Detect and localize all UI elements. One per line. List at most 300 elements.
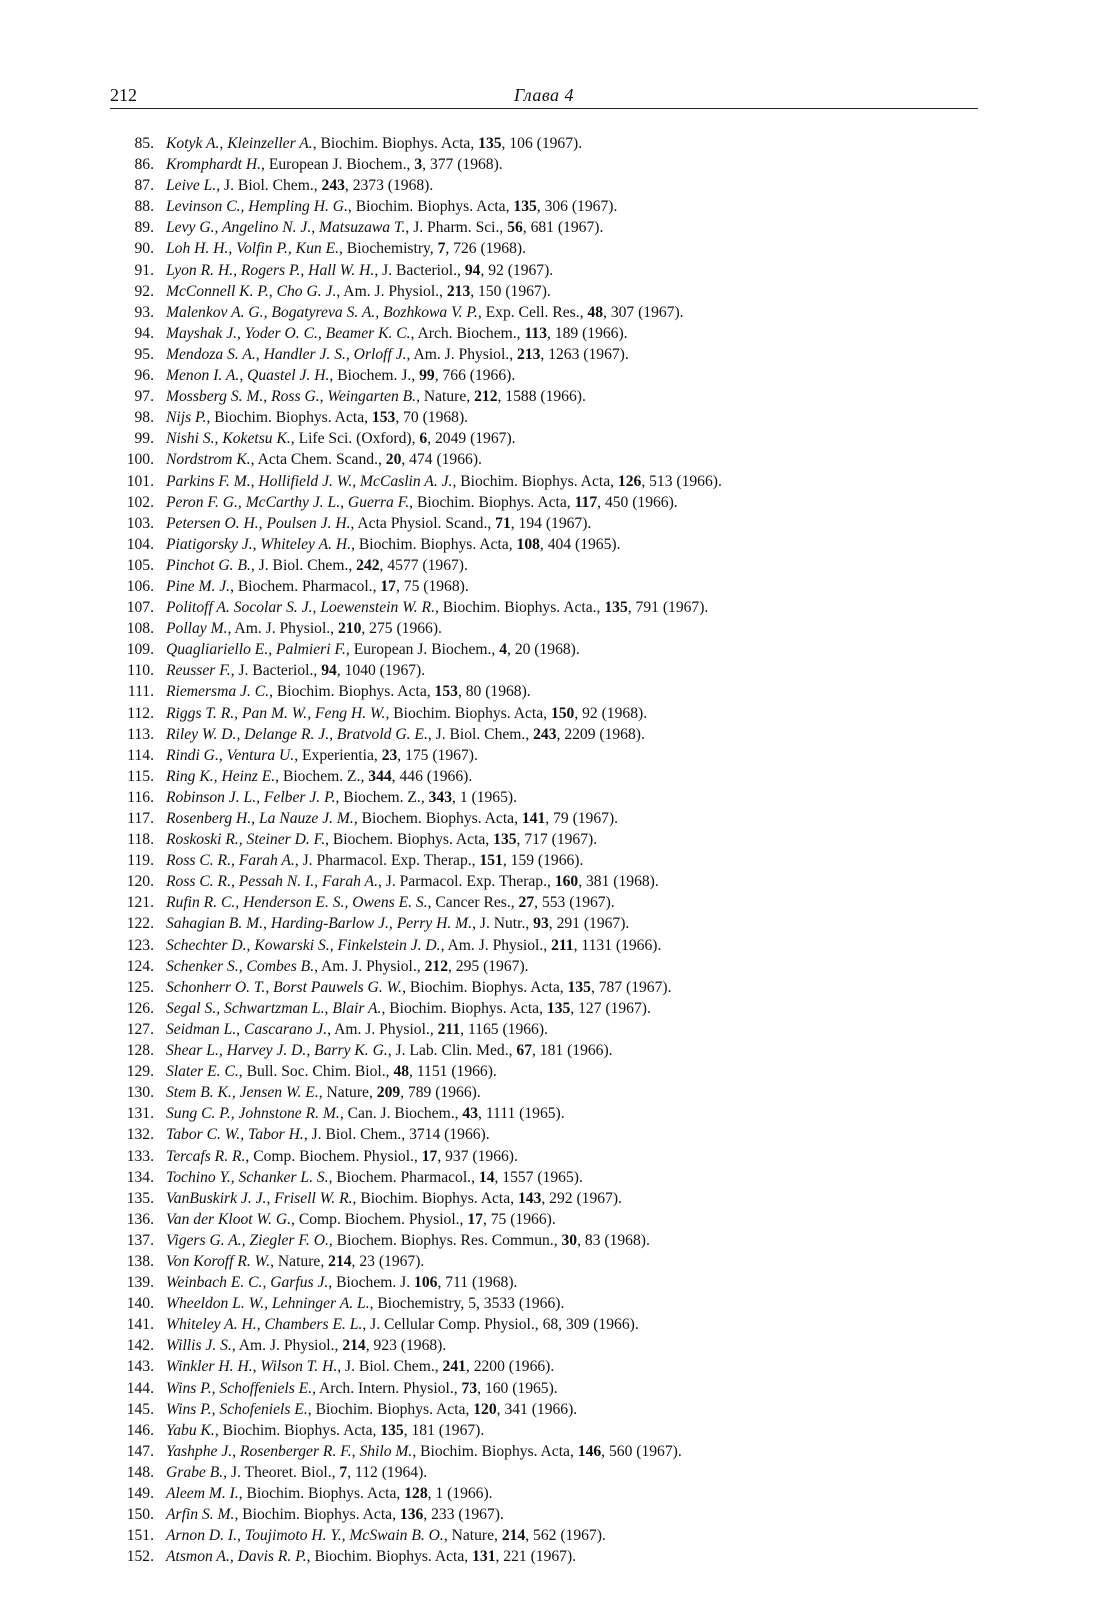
- reference-volume: 17: [467, 1210, 483, 1228]
- reference-pages-year: , 233 (1967).: [423, 1506, 504, 1524]
- reference-item: [114, 1251, 1002, 1272]
- reference-volume: 141: [521, 810, 546, 827]
- reference-item: [114, 1272, 1002, 1293]
- reference-volume: 67: [516, 1042, 532, 1060]
- reference-number: 98.: [134, 409, 154, 427]
- reference-authors: Von Koroff R. W.: [166, 1252, 271, 1270]
- reference-volume: 135: [513, 198, 537, 216]
- reference-number: 85.: [134, 135, 154, 152]
- reference-pages-year: , 83 (1968).: [577, 1231, 650, 1249]
- reference-pages-year: , 766 (1966).: [434, 367, 516, 385]
- reference-authors: Shear L., Harvey J. D., Barry K. G.: [166, 1042, 388, 1060]
- reference-pages-year: , 75 (1966).: [482, 1210, 556, 1228]
- reference-item: [114, 1293, 1002, 1314]
- reference-source: , Biochem. Pharmacol.,: [230, 577, 381, 595]
- reference-authors: Van der Kloot W. G.: [166, 1210, 292, 1228]
- reference-authors: Sahagian B. M., Harding-Barlow J., Perry H. M.: [166, 915, 473, 933]
- reference-source: , Biochim. Biophys. Acta,: [307, 1400, 474, 1418]
- reference-source: , Biochim. Biophys. Acta,: [206, 409, 372, 427]
- reference-number: 151.: [126, 1527, 154, 1545]
- reference-item: [114, 1188, 1002, 1209]
- reference-pages-year: , 189 (1966).: [547, 324, 628, 342]
- reference-item: [114, 618, 1002, 639]
- reference-number: 116.: [127, 788, 154, 806]
- reference-source: , Comp. Biochem. Physiol.,: [291, 1210, 468, 1228]
- reference-number: 110.: [127, 662, 154, 680]
- reference-item: [114, 1462, 1002, 1483]
- reference-number: 121.: [126, 894, 154, 912]
- reference-pages-year: , 92 (1967).: [480, 261, 554, 279]
- reference-number: 146.: [126, 1421, 154, 1439]
- running-title: Глава 4: [513, 85, 575, 105]
- reference-item: [114, 1441, 1002, 1462]
- reference-authors: Winkler H. H., Wilson T. H.: [166, 1358, 338, 1376]
- reference-item: [114, 871, 1002, 892]
- reference-pages-year: , 513 (1966).: [641, 472, 722, 490]
- reference-number: 89.: [134, 219, 154, 237]
- reference-authors: Mossberg S. M., Ross G., Weingarten B.: [166, 388, 417, 406]
- reference-item: [114, 238, 1002, 259]
- reference-source: , Biochim. Biophys. Acta,: [269, 683, 435, 701]
- reference-number: 109.: [126, 641, 154, 659]
- reference-volume: 113: [524, 324, 548, 342]
- reference-pages-year: , 4577 (1967).: [379, 556, 468, 574]
- reference-source: , Biochem. Biophys. Acta,: [325, 831, 494, 849]
- reference-pages-year: , 275 (1966).: [361, 620, 442, 638]
- reference-pages-year: , 726 (1968).: [445, 240, 526, 258]
- reference-volume: 153: [434, 683, 458, 701]
- reference-number: 133.: [126, 1147, 154, 1165]
- reference-pages-year: , 291 (1967).: [548, 915, 630, 933]
- reference-pages-year: , 2373 (1968).: [344, 177, 434, 195]
- reference-pages-year: , 23 (1967).: [351, 1252, 425, 1270]
- reference-source: , J. Biol. Chem.,: [250, 556, 357, 574]
- reference-volume: 117: [574, 493, 598, 511]
- reference-volume: 243: [533, 725, 557, 743]
- reference-pages-year: , 112 (1964).: [347, 1463, 428, 1481]
- reference-volume: 23: [381, 746, 398, 764]
- reference-pages-year: , 1557 (1965).: [494, 1168, 583, 1186]
- reference-item: [114, 1420, 1002, 1441]
- reference-number: 145.: [126, 1400, 154, 1418]
- reference-volume: 214: [328, 1252, 352, 1270]
- reference-volume: 135: [478, 135, 502, 152]
- reference-source: , J. Bacteriol.,: [374, 261, 465, 279]
- reference-number: 115.: [127, 767, 154, 785]
- reference-item: [114, 449, 1002, 470]
- reference-number: 118.: [127, 831, 154, 849]
- reference-volume: 143: [517, 1189, 542, 1207]
- reference-source: , Biochim. Biophys. Acta,: [385, 704, 551, 722]
- reference-volume: 136: [399, 1506, 424, 1524]
- reference-authors: Ross C. R., Pessah N. I., Farah A.: [166, 873, 378, 891]
- reference-volume: 153: [371, 409, 396, 427]
- reference-source: , Biochim. Biophys. Acta,: [234, 1506, 400, 1524]
- reference-pages-year: , 1165 (1966).: [460, 1020, 548, 1038]
- reference-pages-year: , 127 (1967).: [570, 999, 651, 1017]
- reference-pages-year: , 937 (1966).: [437, 1147, 518, 1165]
- reference-pages-year: , 80 (1968).: [457, 683, 531, 701]
- reference-pages-year: , 2209 (1968).: [556, 725, 645, 743]
- reference-item: [114, 745, 1002, 766]
- reference-pages-year: , 307 (1967).: [603, 303, 684, 321]
- reference-item: [114, 1167, 1002, 1188]
- reference-source: , Biochim. Biophys. Acta,: [402, 978, 568, 996]
- reference-volume: 30: [561, 1231, 578, 1249]
- reference-item: [114, 977, 1002, 998]
- reference-pages-year: , 404 (1965).: [539, 535, 621, 553]
- reference-number: 105.: [126, 556, 154, 574]
- reference-pages-year: , 106 (1967).: [501, 135, 583, 152]
- reference-pages-year: , 717 (1967).: [516, 831, 598, 849]
- reference-authors: Levy G., Angelino N. J., Matsuzawa T.: [166, 219, 406, 237]
- reference-volume: 126: [617, 472, 642, 490]
- reference-authors: Riggs T. R., Pan M. W., Feng H. W.: [166, 704, 386, 722]
- reference-pages-year: , 560 (1967).: [601, 1442, 682, 1460]
- reference-source: , Biochim. Biophys. Acta,: [452, 472, 618, 490]
- reference-item: [114, 766, 1002, 787]
- reference-volume: 210: [337, 620, 362, 638]
- reference-authors: Riley W. D., Delange R. J., Bratvold G. E.: [166, 725, 428, 743]
- reference-authors: Malenkov A. G., Bogatyreva S. A., Bozhkowa V. P.: [166, 303, 478, 321]
- reference-item: [114, 428, 1002, 449]
- reference-authors: Segal S., Schwartzman L., Blair A.: [166, 999, 382, 1017]
- reference-pages-year: , 2200 (1966).: [465, 1358, 555, 1376]
- reference-authors: Robinson J. L., Felber J. P.: [166, 788, 336, 806]
- reference-authors: Willis J. S.: [166, 1337, 232, 1355]
- reference-pages-year: , 20 (1968).: [507, 641, 580, 659]
- reference-number: 90.: [134, 240, 154, 258]
- reference-item: [114, 471, 1002, 492]
- reference-volume: 93: [533, 915, 549, 933]
- reference-item: [114, 1504, 1002, 1525]
- reference-source: , Biochim. Biophys. Acta,: [238, 1485, 405, 1502]
- reference-source: , Acta Chem. Scand.,: [250, 451, 386, 469]
- reference-source: , Biochem. J.,: [329, 367, 420, 385]
- reference-authors: Sung C. P., Johnstone R. M.: [166, 1105, 340, 1123]
- reference-volume: 344: [368, 767, 392, 785]
- reference-source: , Biochim. Biophys. Acta,: [351, 535, 517, 553]
- reference-pages-year: , 789 (1966).: [400, 1084, 481, 1102]
- reference-source: , J. Lab. Clin. Med.,: [387, 1042, 517, 1060]
- reference-pages-year: , 194 (1967).: [510, 514, 592, 532]
- reference-pages-year: , 474 (1966).: [401, 451, 482, 469]
- reference-number: 103.: [126, 514, 154, 532]
- reference-pages-year: , 1131 (1966).: [573, 936, 662, 954]
- reference-number: 135.: [126, 1189, 154, 1207]
- reference-item: [114, 154, 1002, 175]
- reference-source: , Biochem. Pharmacol.,: [328, 1168, 479, 1186]
- reference-volume: 146: [577, 1442, 602, 1460]
- reference-pages-year: , 377 (1968).: [422, 156, 503, 174]
- reference-volume: 43: [462, 1105, 479, 1123]
- reference-item: [114, 829, 1002, 850]
- reference-number: 122.: [126, 915, 154, 933]
- reference-number: 119.: [127, 852, 154, 870]
- reference-authors: Pine M. J.: [166, 577, 231, 595]
- reference-item: [114, 1061, 1002, 1082]
- reference-source: , Comp. Biochem. Physiol.,: [245, 1147, 422, 1165]
- reference-source: , Biochim. Biophys. Acta,: [306, 1548, 473, 1566]
- reference-source: , Nature,: [318, 1084, 377, 1102]
- reference-authors: Petersen O. H., Poulsen J. H.: [166, 514, 351, 532]
- reference-authors: Loh H. H., Volfin P., Kun E.: [166, 240, 339, 258]
- reference-volume: 108: [516, 535, 540, 553]
- reference-item: [114, 1209, 1002, 1230]
- reference-number: 125.: [126, 978, 154, 996]
- reference-volume: 48: [587, 303, 604, 321]
- reference-source: , Biochim. Biophys. Acta,: [381, 999, 547, 1017]
- reference-item: [114, 1230, 1002, 1251]
- reference-source: , J. Parmacol. Exp. Therap.,: [377, 873, 555, 891]
- page-number: 212: [110, 85, 137, 105]
- reference-number: 96.: [134, 367, 154, 385]
- reference-item: [114, 407, 1002, 428]
- reference-authors: Grabe B.: [166, 1463, 224, 1481]
- reference-volume: 73: [461, 1379, 478, 1397]
- reference-item: [114, 956, 1002, 977]
- reference-source: , Am. J. Physiol.,: [336, 282, 447, 300]
- reference-pages-year: , 1 (1965).: [452, 788, 517, 806]
- reference-number: 102.: [126, 493, 154, 511]
- reference-pages-year: , 1 (1966).: [427, 1485, 493, 1502]
- page-header: [110, 84, 978, 109]
- reference-pages-year: , 341 (1966).: [496, 1400, 578, 1418]
- reference-item: [114, 323, 1002, 344]
- reference-authors: Nijs P.: [166, 409, 207, 427]
- reference-item: [114, 660, 1002, 681]
- reference-authors: Peron F. G., McCarthy J. L., Guerra F.: [166, 493, 410, 511]
- reference-item: [114, 1124, 1002, 1145]
- reference-item: [114, 892, 1002, 913]
- reference-source: , Biochim. Biophys. Acta.,: [434, 599, 605, 617]
- reference-item: [114, 133, 1002, 154]
- reference-item: [114, 1399, 1002, 1420]
- reference-source: , Biochem. J.: [328, 1274, 415, 1292]
- reference-source: , J. Biol. Chem.,: [427, 725, 534, 743]
- reference-list: [114, 133, 1002, 1567]
- reference-number: 130.: [126, 1084, 154, 1102]
- reference-authors: Lyon R. H., Rogers P., Hall W. H.: [166, 261, 375, 279]
- reference-item: [114, 808, 1002, 829]
- reference-pages-year: , 791 (1967).: [627, 599, 709, 617]
- reference-source: , Arch. Biochem.,: [410, 324, 525, 342]
- reference-authors: Reusser F.: [166, 662, 231, 680]
- reference-number: 150.: [126, 1506, 154, 1524]
- reference-volume: 150: [550, 704, 575, 722]
- reference-authors: Leive L.: [166, 177, 217, 195]
- reference-source: , Biochim. Biophys. Acta,: [352, 1189, 518, 1207]
- reference-item: [114, 850, 1002, 871]
- reference-source: , Can. J. Biochem.,: [339, 1105, 463, 1123]
- reference-number: 141.: [126, 1316, 154, 1334]
- reference-authors: Menon I. A., Quastel J. H.: [166, 367, 330, 385]
- reference-item: [114, 998, 1002, 1019]
- reference-pages-year: , 159 (1966).: [502, 852, 584, 870]
- reference-number: 144.: [126, 1379, 154, 1397]
- reference-item: [114, 260, 1002, 281]
- reference-volume: 151: [479, 852, 503, 870]
- reference-source: , Biochem. Z.,: [335, 788, 429, 806]
- reference-volume: 17: [421, 1147, 438, 1165]
- reference-authors: Rindi G., Ventura U.: [166, 746, 295, 764]
- reference-item: [114, 175, 1002, 196]
- reference-number: 114.: [127, 746, 154, 764]
- reference-pages-year: , 181 (1966).: [532, 1042, 613, 1060]
- reference-number: 148.: [126, 1463, 154, 1481]
- reference-authors: Schechter D., Kowarski S., Finkelstein J. D.: [166, 936, 441, 954]
- reference-number: 117.: [127, 810, 154, 827]
- reference-number: 97.: [134, 388, 154, 406]
- reference-authors: Tochino Y., Schanker L. S.: [166, 1168, 329, 1186]
- reference-authors: Rosenberg H., La Nauze J. M.: [166, 810, 354, 827]
- reference-pages-year: , 1040 (1967).: [336, 662, 426, 680]
- reference-source: , J. Bacteriol.,: [230, 662, 322, 680]
- reference-item: [114, 217, 1002, 238]
- reference-pages-year: , 681 (1967).: [522, 219, 604, 237]
- reference-number: 95.: [134, 345, 154, 363]
- reference-item: [114, 935, 1002, 956]
- reference-item: [114, 703, 1002, 724]
- reference-pages-year: , 450 (1966).: [597, 493, 678, 511]
- reference-volume: 6: [419, 430, 428, 448]
- reference-source: , Biochim. Biophys. Acta,: [412, 1442, 578, 1460]
- reference-number: 138.: [126, 1252, 154, 1270]
- reference-authors: Schenker S., Combes B.: [166, 957, 315, 975]
- reference-item: [114, 1483, 1002, 1504]
- reference-volume: 343: [428, 788, 453, 806]
- reference-pages-year: , 923 (1968).: [365, 1337, 447, 1355]
- reference-item: [114, 1525, 1002, 1546]
- reference-volume: 243: [321, 177, 345, 195]
- reference-item: [114, 281, 1002, 302]
- reference-source: , J. Theoret. Biol.,: [223, 1463, 340, 1481]
- reference-item: [114, 576, 1002, 597]
- reference-source: , J. Pharm. Sci.,: [405, 219, 508, 237]
- reference-source: , Am. J. Physiol.,: [314, 957, 425, 975]
- reference-source: , Biochemistry, 5, 3533 (1966).: [369, 1295, 565, 1313]
- reference-authors: Ring K., Heinz E.: [166, 767, 276, 785]
- reference-number: 92.: [134, 282, 154, 300]
- reference-source: , Biochem. Z.,: [275, 767, 369, 785]
- reference-source: , J. Nutr.,: [472, 915, 534, 933]
- reference-authors: Piatigorsky J., Whiteley A. H.: [166, 535, 352, 553]
- reference-number: 87.: [134, 177, 154, 195]
- reference-authors: Nishi S., Koketsu K.: [166, 430, 291, 448]
- reference-pages-year: , 1111 (1965).: [478, 1105, 565, 1123]
- reference-source: , Biochem. Biophys. Res. Commun.,: [328, 1231, 562, 1249]
- reference-volume: 120: [473, 1400, 497, 1418]
- reference-source: , Am. J. Physiol.,: [231, 1337, 343, 1355]
- reference-item: [114, 1019, 1002, 1040]
- reference-volume: 135: [604, 599, 628, 617]
- reference-volume: 94: [464, 261, 481, 279]
- reference-volume: 135: [380, 1421, 404, 1439]
- reference-source: , Am. J. Physiol.,: [227, 620, 338, 638]
- reference-authors: Roskoski R., Steiner D. F.: [166, 831, 326, 849]
- reference-authors: Mayshak J., Yoder O. C., Beamer K. C.: [166, 324, 411, 342]
- reference-volume: 241: [442, 1358, 466, 1376]
- reference-pages-year: , 553 (1967).: [534, 894, 615, 912]
- reference-item: [114, 787, 1002, 808]
- reference-number: 126.: [126, 999, 154, 1017]
- reference-authors: Schonherr O. T., Borst Pauwels G. W.: [166, 978, 403, 996]
- reference-number: 120.: [126, 873, 154, 891]
- reference-item: [114, 681, 1002, 702]
- reference-pages-year: , 787 (1967).: [590, 978, 672, 996]
- reference-number: 131.: [126, 1105, 154, 1123]
- reference-authors: Levinson C., Hempling H. G.: [166, 198, 348, 216]
- reference-number: 111.: [127, 683, 154, 701]
- reference-authors: Kotyk A., Kleinzeller A.: [166, 135, 313, 152]
- reference-number: 139.: [126, 1274, 154, 1292]
- reference-volume: 135: [546, 999, 571, 1017]
- reference-item: [114, 597, 1002, 618]
- reference-item: [114, 1546, 1002, 1567]
- reference-number: 93.: [134, 303, 154, 321]
- reference-volume: 99: [419, 367, 435, 385]
- reference-item: [114, 1314, 1002, 1335]
- reference-number: 104.: [126, 535, 154, 553]
- reference-number: 124.: [126, 957, 154, 975]
- reference-item: [114, 1378, 1002, 1399]
- reference-source: , J. Biol. Chem., 3714 (1966).: [303, 1126, 490, 1144]
- reference-pages-year: , 175 (1967).: [397, 746, 478, 764]
- reference-authors: Aleem M. I.: [166, 1485, 239, 1502]
- reference-pages-year: , 446 (1966).: [391, 767, 473, 785]
- reference-number: 100.: [126, 451, 154, 469]
- reference-volume: 106: [414, 1274, 438, 1292]
- reference-item: [114, 534, 1002, 555]
- reference-number: 149.: [126, 1485, 154, 1502]
- reference-authors: VanBuskirk J. J., Frisell W. R.: [166, 1189, 353, 1207]
- reference-volume: 7: [339, 1463, 348, 1481]
- reference-volume: 56: [507, 219, 523, 237]
- reference-authors: Politoff A. Socolar S. J., Loewenstein W. R.: [166, 599, 435, 617]
- reference-authors: Tabor C. W., Tabor H.: [166, 1126, 304, 1144]
- reference-number: 142.: [126, 1337, 154, 1355]
- reference-source: , Nature,: [270, 1252, 329, 1270]
- reference-pages-year: , 150 (1967).: [470, 282, 551, 300]
- reference-item: [114, 555, 1002, 576]
- reference-item: [114, 344, 1002, 365]
- reference-volume: 213: [446, 282, 471, 300]
- reference-volume: 128: [404, 1485, 428, 1502]
- reference-authors: Pollay M.: [166, 620, 228, 638]
- reference-source: , Arch. Intern. Physiol.,: [312, 1379, 462, 1397]
- reference-volume: 211: [437, 1020, 461, 1038]
- reference-authors: Slater E. C.: [166, 1063, 239, 1081]
- reference-source: , J. Biol. Chem.,: [216, 177, 322, 195]
- reference-source: , European J. Biochem.,: [261, 156, 415, 174]
- reference-authors: Mendoza S. A., Handler J. S., Orloff J.: [166, 345, 407, 363]
- reference-number: 106.: [126, 577, 154, 595]
- reference-item: [114, 724, 1002, 745]
- reference-volume: 135: [567, 978, 591, 996]
- reference-volume: 209: [376, 1084, 401, 1102]
- reference-number: 108.: [126, 620, 154, 638]
- reference-volume: 131: [472, 1548, 496, 1566]
- reference-pages-year: , 92 (1968).: [574, 704, 648, 722]
- reference-pages-year: , 562 (1967).: [525, 1527, 606, 1545]
- reference-source: , Exp. Cell. Res.,: [477, 303, 588, 321]
- reference-item: [114, 1335, 1002, 1356]
- reference-number: 143.: [126, 1358, 154, 1376]
- reference-authors: Ross C. R., Farah A.: [166, 852, 295, 870]
- reference-source: , Bull. Soc. Chim. Biol.,: [238, 1063, 394, 1081]
- reference-number: 128.: [126, 1042, 154, 1060]
- reference-pages-year: , 79 (1967).: [545, 810, 619, 827]
